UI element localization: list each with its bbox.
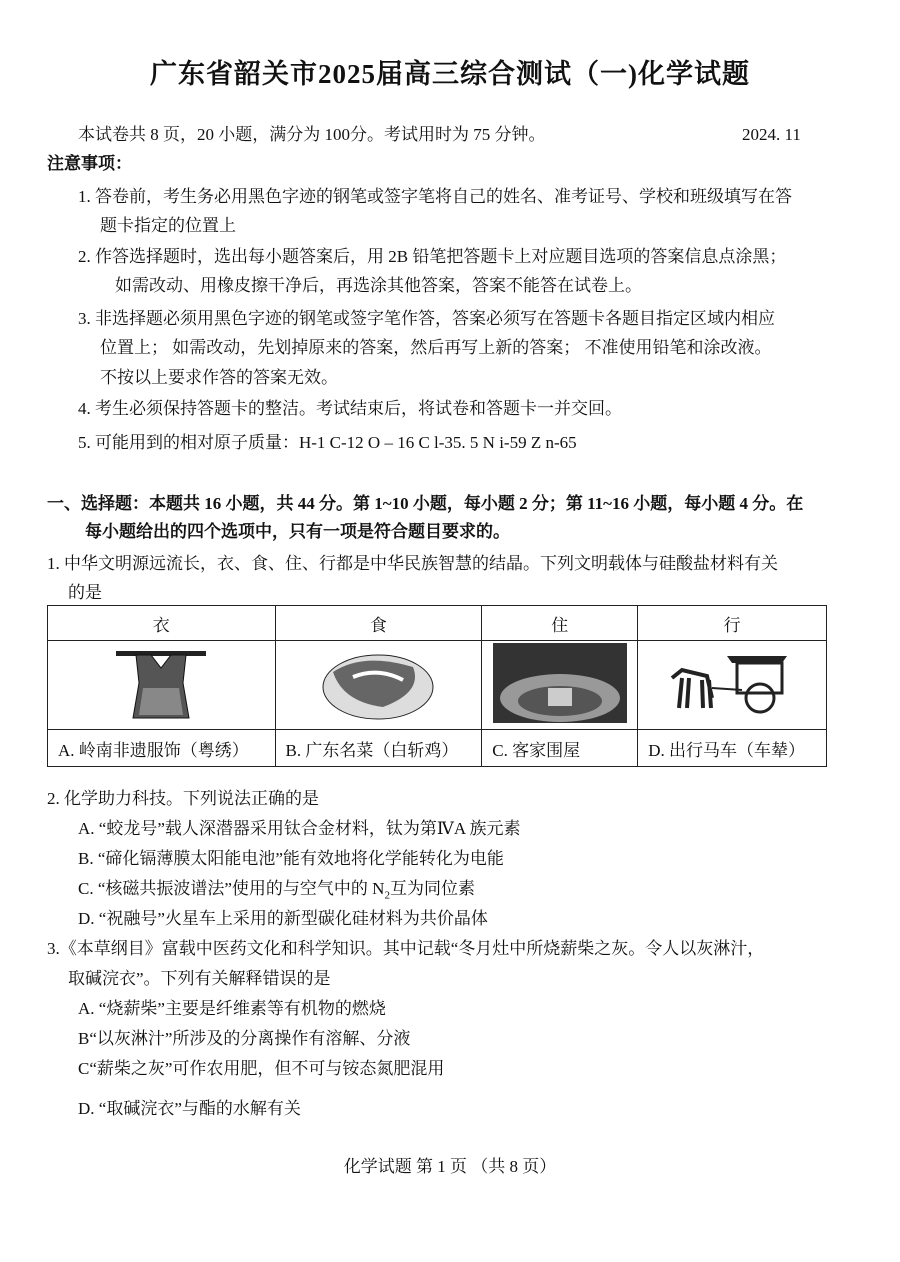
note-line: 5. 可能用到的相对原子质量：H-1 C-12 O – 16 C l-35. 5 N i-59 Z n-65 [78, 433, 577, 452]
note-line: 1. 答卷前，考生务必用黑色字迹的钢笔或签字笔将自己的姓名、准考证号、学校和班级填写在答 [78, 187, 792, 206]
note-line: 如需改动、用橡皮擦干净后，再选涂其他答案，答案不能答在试卷上。 [115, 276, 642, 295]
robe-image [111, 643, 211, 723]
notes-heading: 注意事项： [47, 154, 132, 173]
option-c-text: 互为同位素 [389, 879, 475, 898]
section-heading: 一、选择题：本题共 16 小题，共 44 分。第 1~10 小题，每小题 2 分；第 11~16 小题，每小题 4 分。在 [47, 494, 804, 513]
exam-intro: 本试卷共 8 页，20 小题，满分为 100分。考试用时为 75 分钟。 [78, 125, 546, 144]
option-c: C“薪柴之灰”可作农用肥，但不可与铵态氮肥混用 [78, 1059, 445, 1078]
header-cell: 行 [638, 606, 827, 641]
question-1-table [47, 605, 827, 767]
question-3-stem: 取碱浣衣”。下列有关解释错误的是 [68, 969, 331, 988]
option-c-text: C. “核磁共振波谱法”使用的与空气中的 N [78, 879, 385, 898]
option-a: A. “蛟龙号”载人深潜器采用钛合金材料，钛为第ⅣA 族元素 [78, 819, 521, 838]
option-c: C. 客家围屋 [482, 730, 638, 767]
question-1-stem: 的是 [68, 583, 102, 602]
option-b: B. “碲化镉薄膜太阳能电池”能有效地将化学能转化为电能 [78, 849, 504, 868]
question-2-stem: 2. 化学助力科技。下列说法正确的是 [47, 789, 319, 808]
option-d: D. 出行马车（车辇） [638, 730, 827, 767]
page-title: 广东省韶关市2025届高三综合测试（一)化学试题 [150, 59, 750, 89]
note-line: 题卡指定的位置上 [100, 216, 236, 235]
page-footer: 化学试题 第 1 页 （共 8 页） [343, 1157, 557, 1176]
option-b: B“以灰淋汁”所涉及的分离操作有溶解、分液 [78, 1029, 411, 1048]
chicken-dish-image [313, 642, 443, 724]
header-cell: 食 [275, 606, 482, 641]
option-c [78, 878, 475, 906]
hakka-house-image [493, 643, 627, 723]
section-heading: 每小题给出的四个选项中，只有一项是符合题目要求的。 [85, 522, 510, 541]
header-cell: 住 [482, 606, 638, 641]
option-a: A. “烧薪柴”主要是纤维素等有机物的燃烧 [78, 999, 386, 1018]
note-line: 位置上； 如需改动，先划掉原来的答案，然后再写上新的答案； 不准使用铅笔和涂改液。 [100, 338, 772, 357]
note-line: 3. 非选择题必须用黑色字迹的钢笔或签字笔作答，答案必须写在答题卡各题目指定区域内相应 [78, 309, 775, 328]
option-a: A. 岭南非遗服饰（粤绣） [48, 730, 276, 767]
carriage-image [667, 648, 797, 718]
note-line: 不按以上要求作答的答案无效。 [100, 368, 338, 387]
subscript: 2 [384, 889, 390, 902]
question-1-stem: 1. 中华文明源远流长，衣、食、住、行都是中华民族智慧的结晶。下列文明载体与硅酸盐材料有关 [47, 554, 778, 573]
option-b: B. 广东名菜（白斩鸡） [275, 730, 482, 767]
note-line: 4. 考生必须保持答题卡的整洁。考试结束后，将试卷和答题卡一并交回。 [78, 399, 622, 418]
exam-date: 2024. 11 [742, 125, 801, 144]
header-cell: 衣 [48, 606, 276, 641]
option-d: D. “取碱浣衣”与酯的水解有关 [78, 1099, 301, 1118]
question-3-stem: 3.《本草纲目》富载中医药文化和科学知识。其中记载“冬月灶中所烧薪柴之灰。令人以灰淋汁， [47, 939, 765, 958]
note-line: 2. 作答选择题时，选出每小题答案后，用 2B 铅笔把答题卡上对应题目选项的答案信息点涂黑； [78, 247, 787, 266]
option-d: D. “祝融号”火星车上采用的新型碳化硅材料为共价晶体 [78, 909, 488, 928]
